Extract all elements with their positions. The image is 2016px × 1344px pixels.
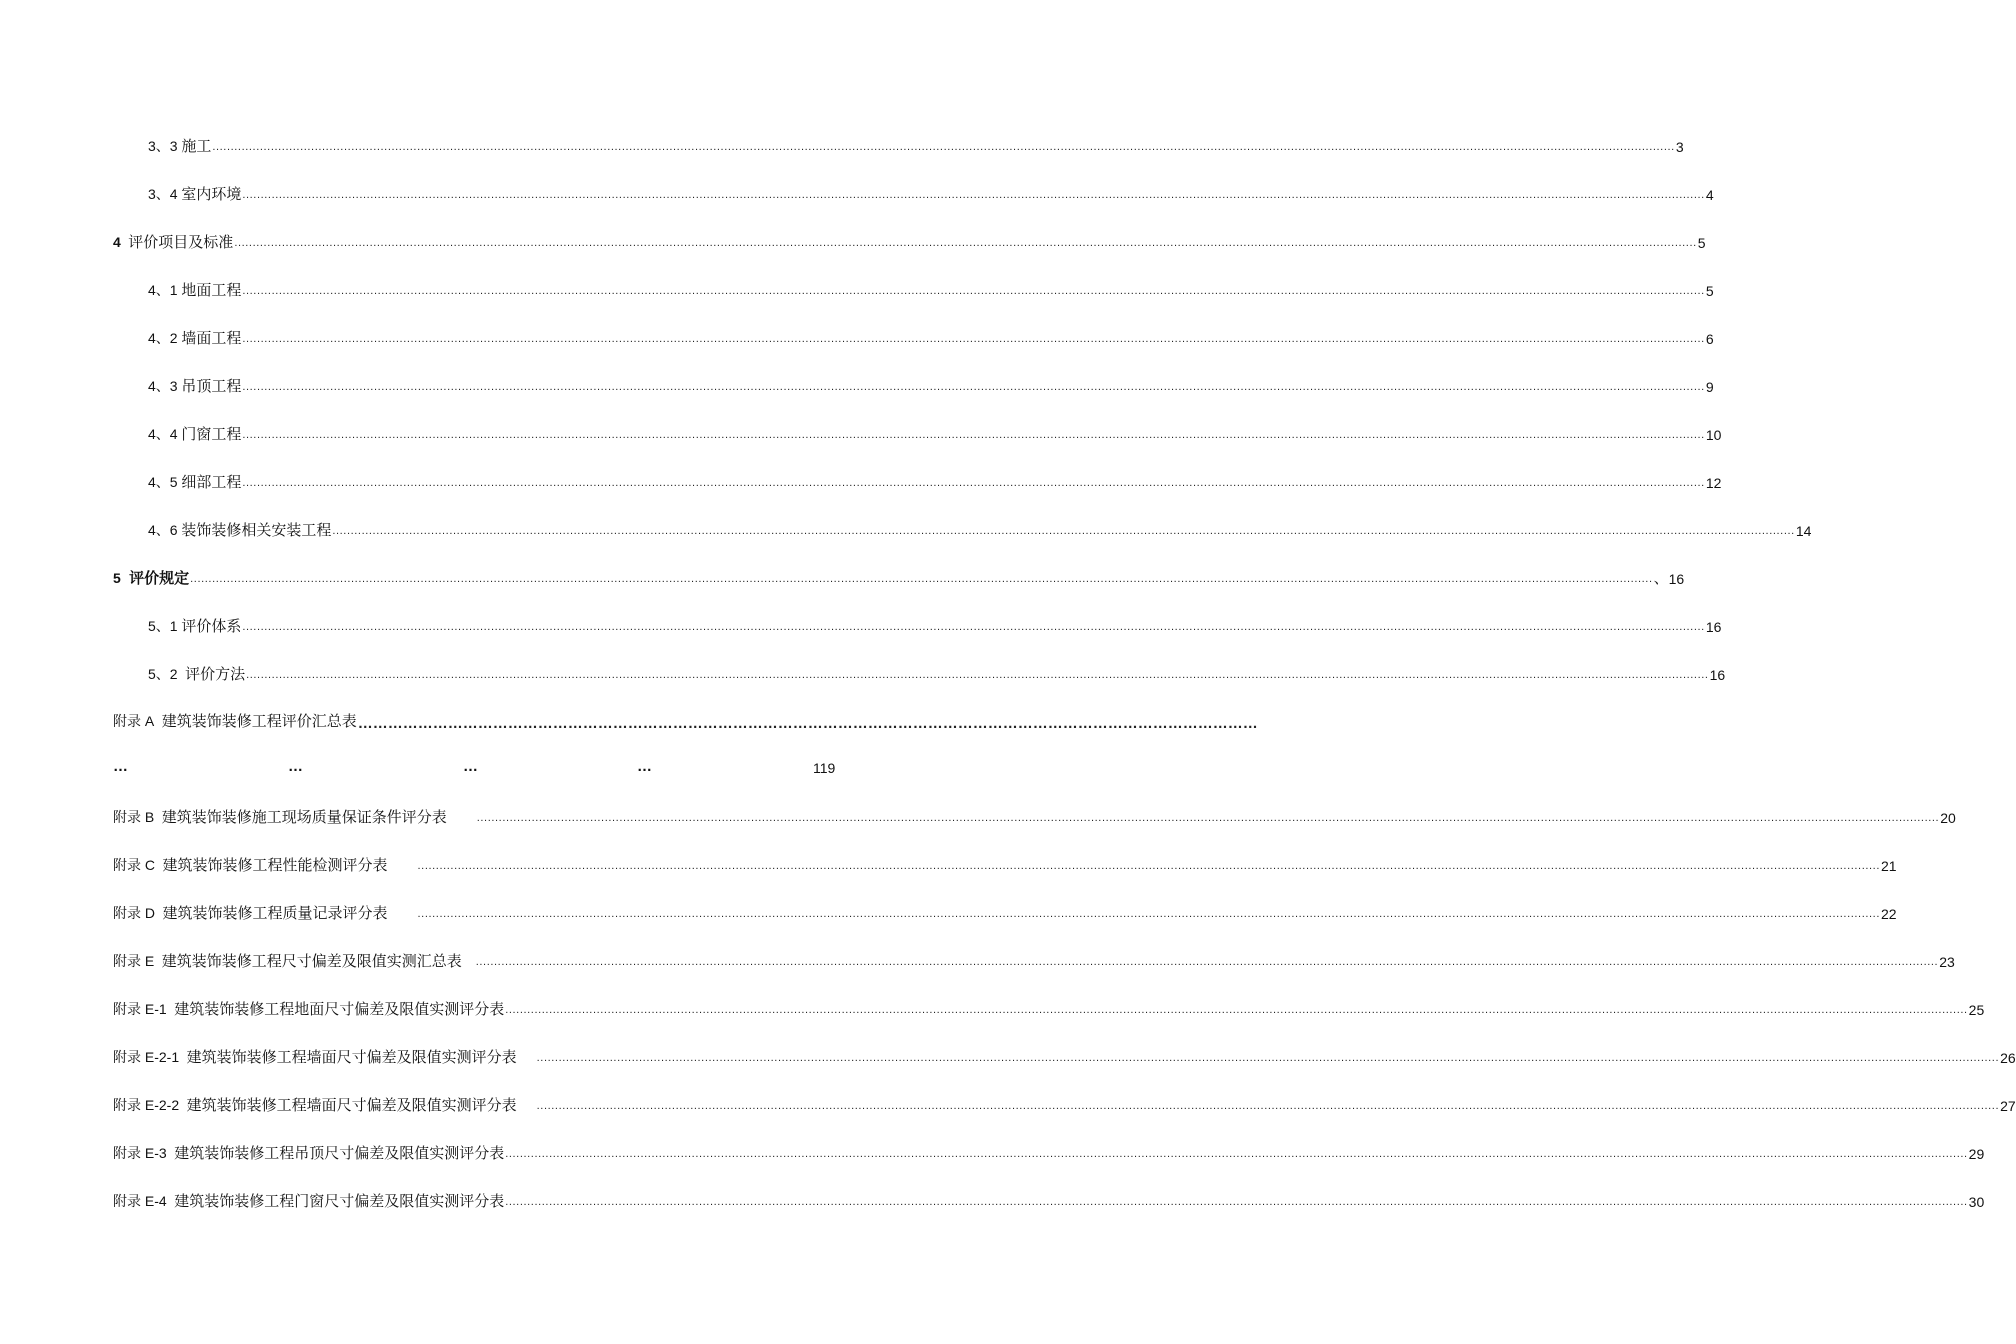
toc-entry-appendix-e[interactable] [113,951,1955,972]
appendix-label: 附录 A [113,713,155,729]
leader-continuation: … [463,758,479,775]
section-number: 4、6 [148,522,178,538]
appendix-label: 附录 E-2-1 [113,1049,180,1065]
leader-continuation: … [288,758,304,775]
page-number: 16 [1705,619,1722,635]
toc-entry-appendix-d[interactable] [113,903,1897,924]
page-number: 22 [1880,906,1897,922]
page-number: 23 [1939,954,1955,970]
toc-entry-4-3[interactable] [148,376,1714,397]
page-number: 4 [1705,187,1714,203]
page-number: 26 [2000,1050,2016,1066]
appendix-label: 附录 E-2-2 [113,1097,180,1113]
ellipsis-leader: ……………………………………………………………………………………………………………………………………………………………… [357,715,1258,732]
appendix-title: 建筑装饰装修工程评价汇总表 [161,714,357,730]
toc-entry-appendix-b[interactable] [113,807,1956,828]
toc-entry-appendix-e-1[interactable] [113,999,1985,1020]
page-number: 30 [1968,1194,1985,1210]
dot-leader: ................................................................................................................................................................................................................................................................................................................................................................................................................ [242,429,1705,441]
appendix-title: 建筑装饰装修工程吊顶尺寸偏差及限值实测评分表 [174,1146,505,1162]
section-number: 4、4 [148,426,178,442]
page-number: 6 [1705,331,1714,347]
toc-entry-appendix-c[interactable] [113,855,1897,876]
toc-entry-appendix-a[interactable] [113,711,1258,732]
leader-continuation: … [637,758,653,775]
page-number: 21 [1880,858,1897,874]
toc-entry-appendix-e-2-1[interactable] [113,1047,2016,1068]
appendix-title: 建筑装饰装修施工现场质量保证条件评分表 [161,810,447,826]
dot-leader: ................................................................................................................................................................................................................................................................................................................................................................................................................ [242,333,1705,345]
page-number: 10 [1705,427,1722,443]
section-title: 墙面工程 [181,331,242,347]
dot-leader: ................................................................................................................................................................................................................................................................................................................................................................................................................ [242,621,1705,633]
toc-entry-appendix-e-3[interactable] [113,1143,1985,1164]
toc-entry-5-2[interactable] [148,664,1726,685]
dot-leader: ................................................................................................................................................................................................................................................................................................................................................................................................................ [476,812,1940,824]
section-title: 评价体系 [181,619,242,635]
appendix-title: 建筑装饰装修工程墙面尺寸偏差及限值实测评分表 [186,1098,517,1114]
page-number: 29 [1968,1146,1985,1162]
appendix-label: 附录 E [113,953,155,969]
dot-leader: ................................................................................................................................................................................................................................................................................................................................................................................................................ [242,477,1705,489]
section-number: 4、3 [148,378,178,394]
toc-entry-5-1[interactable] [148,616,1722,637]
section-title: 门窗工程 [181,427,242,443]
section-title: 装饰装修相关安装工程 [181,523,332,539]
chapter-number: 5 [113,570,121,586]
leader-continuation: … [113,758,129,775]
section-number: 5、2 [148,666,178,682]
appendix-title: 建筑装饰装修工程性能检测评分表 [162,858,388,874]
separator-mark: 、 [1653,571,1669,587]
appendix-label: 附录 E-1 [113,1001,167,1017]
page-number: 14 [1795,523,1812,539]
dot-leader: ................................................................................................................................................................................................................................................................................................................................................................................................................ [417,860,1880,872]
appendix-title: 建筑装饰装修工程质量记录评分表 [162,906,388,922]
dot-leader: ................................................................................................................................................................................................................................................................................................................................................................................................................ [505,1196,1968,1208]
toc-entry-3-3[interactable] [148,136,1684,157]
page-number: 16 [1668,571,1685,587]
dot-leader: ................................................................................................................................................................................................................................................................................................................................................................................................................ [242,381,1705,393]
section-title: 地面工程 [181,283,242,299]
page-number: 27 [2000,1098,2016,1114]
page-number: 12 [1705,475,1722,491]
dot-leader: ................................................................................................................................................................................................................................................................................................................................................................................................................ [332,525,1795,537]
toc-entry-4-6[interactable] [148,520,1812,541]
dot-leader: ................................................................................................................................................................................................................................................................................................................................................................................................................ [190,573,1653,585]
toc-entry-4-5[interactable] [148,472,1722,493]
dot-leader: ................................................................................................................................................................................................................................................................................................................................................................................................................ [212,141,1675,153]
page-number: 5 [1705,283,1714,299]
page-number: 119 [813,760,836,776]
toc-entry-appendix-e-4[interactable] [113,1191,1985,1212]
toc-entry-chapter-5[interactable] [113,568,1685,589]
dot-leader: ................................................................................................................................................................................................................................................................................................................................................................................................................ [536,1100,2000,1112]
appendix-label: 附录 E-4 [113,1193,167,1209]
appendix-title: 建筑装饰装修工程尺寸偏差及限值实测汇总表 [161,954,462,970]
dot-leader: ................................................................................................................................................................................................................................................................................................................................................................................................................ [505,1148,1968,1160]
toc-entry-4-2[interactable] [148,328,1714,349]
chapter-number: 4 [113,234,121,250]
chapter-title: 评价规定 [129,570,190,587]
section-title: 施工 [181,139,212,155]
section-number: 4、2 [148,330,178,346]
page-number: 16 [1709,667,1726,683]
dot-leader: ................................................................................................................................................................................................................................................................................................................................................................................................................ [417,908,1880,920]
section-number: 4、1 [148,282,178,298]
dot-leader: ................................................................................................................................................................................................................................................................................................................................................................................................................ [505,1004,1968,1016]
toc-entry-3-4[interactable] [148,184,1714,205]
dot-leader: ................................................................................................................................................................................................................................................................................................................................................................................................................ [475,956,1939,968]
dot-leader: ................................................................................................................................................................................................................................................................................................................................................................................................................ [536,1052,2000,1064]
page-number: 3 [1675,139,1684,155]
dot-leader: ................................................................................................................................................................................................................................................................................................................................................................................................................ [242,285,1705,297]
section-title: 评价方法 [185,667,246,683]
section-number: 5、1 [148,618,178,634]
section-number: 3、4 [148,186,178,202]
appendix-title: 建筑装饰装修工程地面尺寸偏差及限值实测评分表 [174,1002,505,1018]
appendix-title: 建筑装饰装修工程门窗尺寸偏差及限值实测评分表 [174,1194,505,1210]
section-number: 4、5 [148,474,178,490]
page-number: 5 [1697,235,1706,251]
appendix-title: 建筑装饰装修工程墙面尺寸偏差及限值实测评分表 [186,1050,517,1066]
appendix-label: 附录 E-3 [113,1145,167,1161]
toc-entry-appendix-e-2-2[interactable] [113,1095,2016,1116]
section-title: 室内环境 [181,187,242,203]
section-number: 3、3 [148,138,178,154]
toc-entry-chapter-4[interactable] [113,232,1706,253]
page-number: 25 [1968,1002,1985,1018]
page-number: 9 [1705,379,1714,395]
section-title: 吊顶工程 [181,379,242,395]
appendix-label: 附录 D [113,905,155,921]
dot-leader: ................................................................................................................................................................................................................................................................................................................................................................................................................ [246,669,1709,681]
toc-entry-4-4[interactable] [148,424,1722,445]
page-number: 20 [1940,810,1956,826]
dot-leader: ................................................................................................................................................................................................................................................................................................................................................................................................................ [234,237,1697,249]
appendix-label: 附录 C [113,857,155,873]
toc-entry-4-1[interactable] [148,280,1714,301]
dot-leader: ................................................................................................................................................................................................................................................................................................................................................................................................................ [242,189,1705,201]
section-title: 细部工程 [181,475,242,491]
chapter-title: 评价项目及标准 [128,235,234,251]
appendix-label: 附录 B [113,809,155,825]
